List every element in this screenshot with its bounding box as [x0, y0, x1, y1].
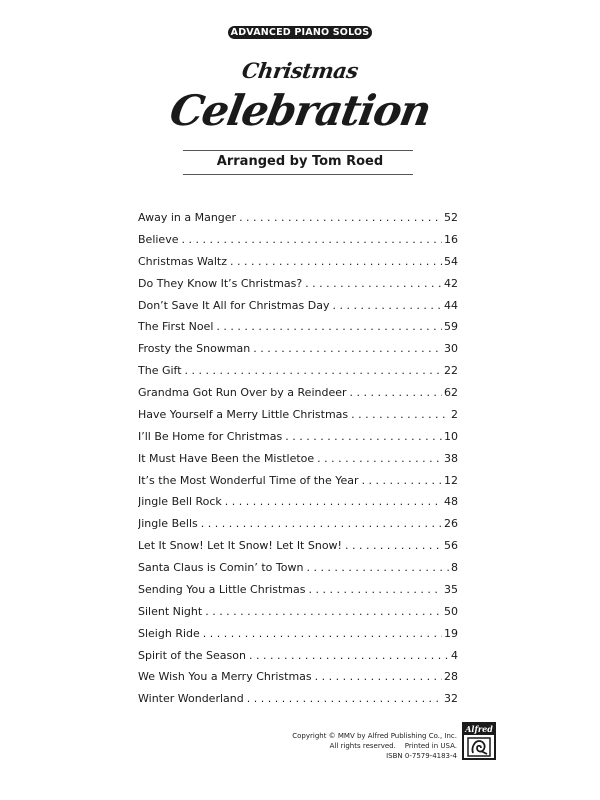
toc-title: Do They Know It’s Christmas? [138, 276, 303, 290]
toc-title: Silent Night [138, 604, 203, 618]
toc-page-number: 28 [444, 670, 458, 684]
toc-page-number: 2 [451, 407, 458, 421]
rights-line: All rights reserved. Printed in USA. [329, 742, 457, 750]
toc-page-number: 30 [444, 342, 458, 356]
toc-entry [138, 513, 458, 535]
toc-entry [138, 338, 458, 360]
toc-leader-dots [201, 513, 442, 535]
toc-leader-dots [350, 382, 442, 404]
copyright-line: Copyright © MMV by Alfred Publishing Co., Inc. [292, 732, 457, 740]
toc-leader-dots [315, 666, 442, 688]
toc-page-number: 12 [444, 473, 458, 487]
toc-page-number: 19 [444, 626, 458, 640]
toc-leader-dots [203, 623, 442, 645]
toc-title: Sending You a Little Christmas [138, 582, 306, 596]
toc-title: We Wish You a Merry Christmas [138, 670, 312, 684]
toc-leader-dots [317, 448, 442, 470]
toc-page-number: 50 [444, 604, 458, 618]
toc-entry [138, 316, 458, 338]
toc-page-number: 38 [444, 451, 458, 465]
toc-entry [138, 251, 458, 273]
toc-leader-dots [216, 316, 442, 338]
toc-title: Frosty the Snowman [138, 342, 251, 356]
divider-top [183, 150, 413, 151]
toc-leader-dots [309, 579, 443, 601]
toc-entry [138, 645, 458, 667]
alfred-logo [462, 722, 496, 760]
toc-entry [138, 623, 458, 645]
toc-title: Sleigh Ride [138, 626, 200, 640]
toc-title: Believe [138, 232, 179, 246]
toc-page-number: 42 [444, 276, 458, 290]
toc-title: The Gift [138, 364, 182, 378]
toc-page-number: 8 [451, 561, 458, 574]
toc-title: Christmas Waltz [138, 254, 228, 268]
toc-title: Have Yourself a Merry Little Christmas [138, 407, 349, 421]
toc-leader-dots [351, 404, 449, 426]
toc-leader-dots [181, 229, 442, 251]
toc-page-number: 26 [444, 517, 458, 531]
copyright-block [292, 731, 457, 761]
toc-leader-dots [305, 273, 442, 295]
alfred-emblem-icon [467, 737, 491, 757]
toc-page-number: 54 [444, 254, 458, 268]
toc-page-number: 44 [444, 298, 458, 312]
toc-title: Santa Claus is Comin’ to Town [138, 561, 304, 574]
divider-bottom [183, 174, 413, 175]
toc-entry [138, 535, 458, 557]
toc-entry [138, 448, 458, 470]
toc-page-number: 16 [444, 232, 458, 246]
toc-title: Winter Wonderland [138, 692, 244, 706]
toc-page-number: 4 [451, 648, 458, 662]
toc-title: Spirit of the Season [138, 648, 246, 662]
toc-leader-dots [247, 688, 442, 710]
toc-title: Jingle Bell Rock [138, 495, 222, 509]
isbn-line: ISBN 0-7579-4183-4 [386, 752, 457, 760]
toc-entry [138, 382, 458, 404]
toc-page-number: 35 [444, 582, 458, 596]
toc-entry [138, 295, 458, 317]
toc-page-number: 32 [444, 692, 458, 706]
book-title-line1: Christmas [240, 58, 360, 83]
arranger-credit: Arranged by Tom Roed [216, 154, 384, 169]
toc-title: It Must Have Been the Mistletoe [138, 451, 315, 465]
toc-entry [138, 404, 458, 426]
toc-leader-dots [249, 645, 449, 667]
toc-page-number: 62 [444, 386, 458, 399]
logo-text: Alfred [465, 724, 493, 734]
toc-leader-dots [230, 251, 442, 273]
toc-entry [138, 207, 458, 229]
toc-entry [138, 688, 458, 710]
book-title-line2: Celebration [166, 86, 434, 135]
toc-leader-dots [205, 601, 442, 623]
toc-entry [138, 360, 458, 382]
toc-entry [138, 273, 458, 295]
toc-title: Grandma Got Run Over by a Reindeer [138, 386, 347, 399]
toc-entry [138, 666, 458, 688]
toc-entry [138, 557, 458, 579]
toc-page-number: 59 [444, 320, 458, 334]
toc-leader-dots [225, 491, 442, 513]
toc-entry [138, 601, 458, 623]
toc-leader-dots [239, 207, 442, 229]
table-of-contents [138, 207, 458, 710]
toc-leader-dots [185, 360, 442, 382]
toc-page-number: 56 [444, 539, 458, 553]
toc-page-number: 10 [444, 429, 458, 443]
toc-title: Let It Snow! Let It Snow! Let It Snow! [138, 539, 342, 553]
toc-leader-dots [345, 535, 442, 557]
toc-leader-dots [285, 426, 442, 448]
toc-title: Jingle Bells [138, 517, 198, 531]
toc-entry [138, 491, 458, 513]
toc-entry [138, 579, 458, 601]
toc-leader-dots [253, 338, 442, 360]
toc-title: It’s the Most Wonderful Time of the Year [138, 473, 359, 487]
series-badge: ADVANCED PIANO SOLOS [228, 26, 372, 39]
toc-entry [138, 229, 458, 251]
toc-page-number: 48 [444, 495, 458, 509]
toc-page-number: 52 [444, 211, 458, 224]
toc-title: Don’t Save It All for Christmas Day [138, 298, 330, 312]
toc-title: Away in a Manger [138, 211, 237, 224]
toc-leader-dots [362, 470, 442, 492]
toc-entry [138, 426, 458, 448]
toc-title: I’ll Be Home for Christmas [138, 429, 283, 443]
toc-leader-dots [332, 295, 442, 317]
toc-entry [138, 470, 458, 492]
toc-page-number: 22 [444, 364, 458, 378]
toc-title: The First Noel [138, 320, 214, 334]
toc-leader-dots [306, 557, 449, 579]
